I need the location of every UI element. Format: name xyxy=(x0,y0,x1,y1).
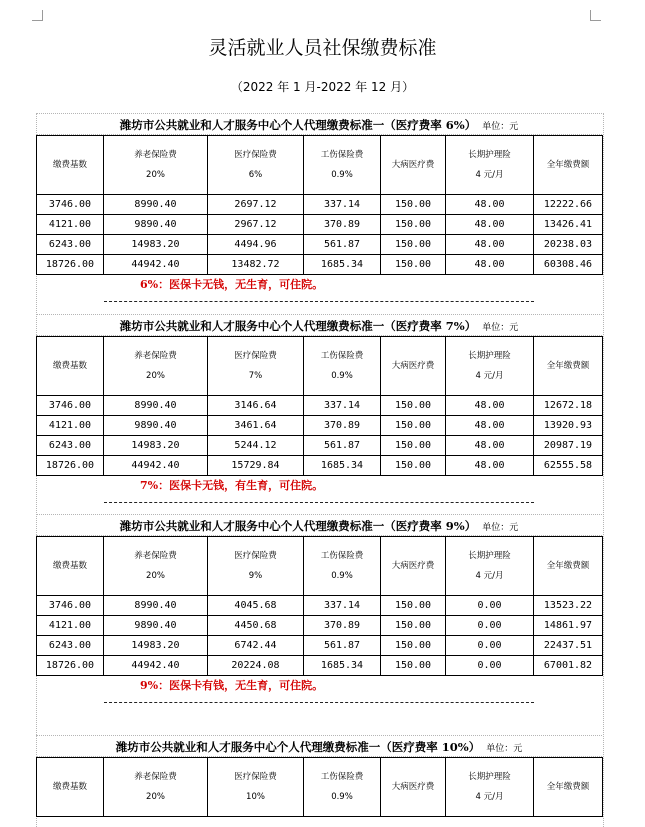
table-row: 4121.00 9890.40 2967.12 370.89 150.00 48.00 13426.41 xyxy=(37,215,603,235)
col-annual: 全年缴费额 xyxy=(534,136,603,195)
col-medical: 医疗保险费 6% xyxy=(208,136,304,195)
col-medical: 医疗保险费 7% xyxy=(208,337,304,396)
unit-label: 单位：元 xyxy=(486,744,523,754)
table-header-row xyxy=(37,337,603,396)
col-pension: 养老保险费 20% xyxy=(104,136,208,195)
section-rate-10 xyxy=(36,735,602,817)
col-serious: 大病医疗费 xyxy=(381,337,446,396)
col-injury: 工伤保险费 0.9% xyxy=(304,758,381,817)
col-pension: 养老保险费 20% xyxy=(104,537,208,596)
page-title: 灵活就业人员社保缴费标准 xyxy=(208,37,437,59)
section-note: 7%：医保卡无钱，有生育，可住院。 xyxy=(140,479,324,492)
fee-table xyxy=(36,336,603,476)
col-medical: 医疗保险费 10% xyxy=(208,758,304,817)
section-rate-6 xyxy=(36,113,602,303)
margin-corner-top-right xyxy=(590,10,601,21)
col-ltc: 长期护理险 4 元/月 xyxy=(446,537,534,596)
unit-label: 单位：元 xyxy=(482,323,519,333)
section-note: 9%：医保卡有钱，无生育，可住院。 xyxy=(140,679,324,692)
fee-table xyxy=(36,135,603,275)
section-header xyxy=(36,113,602,135)
margin-corner-top-left xyxy=(32,10,43,21)
col-injury: 工伤保险费 0.9% xyxy=(304,337,381,396)
col-base: 缴费基数 xyxy=(37,337,104,396)
section-note: 6%：医保卡无钱，无生育，可住院。 xyxy=(140,278,324,291)
unit-label: 单位：元 xyxy=(482,122,519,132)
section-rate-9 xyxy=(36,514,602,704)
table-row: 4121.00 9890.40 4450.68 370.89 150.00 0.00 14861.97 xyxy=(37,616,603,636)
col-ltc: 长期护理险 4 元/月 xyxy=(446,136,534,195)
col-medical: 医疗保险费 9% xyxy=(208,537,304,596)
table-row: 6243.00 14983.20 5244.12 561.87 150.00 48.00 20987.19 xyxy=(37,436,603,456)
page-subtitle: （2022 年 1 月-2022 年 12 月） xyxy=(230,80,415,94)
col-base: 缴费基数 xyxy=(37,136,104,195)
col-annual: 全年缴费额 xyxy=(534,337,603,396)
col-ltc: 长期护理险 4 元/月 xyxy=(446,337,534,396)
dashed-divider xyxy=(104,502,534,504)
unit-label: 单位：元 xyxy=(482,523,519,533)
table-row: 3746.00 8990.40 2697.12 337.14 150.00 48.00 12222.66 xyxy=(37,195,603,215)
table-row: 18726.00 44942.40 20224.08 1685.34 150.00 0.00 67001.82 xyxy=(37,656,603,676)
table-row: 6243.00 14983.20 6742.44 561.87 150.00 0.00 22437.51 xyxy=(37,636,603,656)
col-serious: 大病医疗费 xyxy=(381,136,446,195)
col-injury: 工伤保险费 0.9% xyxy=(304,537,381,596)
col-serious: 大病医疗费 xyxy=(381,758,446,817)
table-row: 3746.00 8990.40 4045.68 337.14 150.00 0.00 13523.22 xyxy=(37,596,603,616)
table-row: 18726.00 44942.40 13482.72 1685.34 150.00 48.00 60308.46 xyxy=(37,255,603,275)
section-title: 潍坊市公共就业和人才服务中心个人代理缴费标准一（医疗费率 6%） xyxy=(119,118,477,132)
col-annual: 全年缴费额 xyxy=(534,537,603,596)
table-header-row xyxy=(37,537,603,596)
table-header-row xyxy=(37,758,603,817)
col-serious: 大病医疗费 xyxy=(381,537,446,596)
section-header xyxy=(36,735,602,757)
col-annual: 全年缴费额 xyxy=(534,758,603,817)
col-pension: 养老保险费 20% xyxy=(104,337,208,396)
table-row: 6243.00 14983.20 4494.96 561.87 150.00 48.00 20238.03 xyxy=(37,235,603,255)
section-title: 潍坊市公共就业和人才服务中心个人代理缴费标准一（医疗费率 10%） xyxy=(115,740,481,754)
section-rate-7 xyxy=(36,314,602,504)
table-row: 18726.00 44942.40 15729.84 1685.34 150.00 48.00 62555.58 xyxy=(37,456,603,476)
table-header-row xyxy=(37,136,603,195)
section-header xyxy=(36,314,602,336)
col-base: 缴费基数 xyxy=(37,758,104,817)
dashed-divider xyxy=(104,301,534,303)
dashed-divider xyxy=(104,702,534,704)
col-pension: 养老保险费 20% xyxy=(104,758,208,817)
section-title: 潍坊市公共就业和人才服务中心个人代理缴费标准一（医疗费率 9%） xyxy=(119,519,477,533)
section-header xyxy=(36,514,602,536)
col-base: 缴费基数 xyxy=(37,537,104,596)
table-row: 3746.00 8990.40 3146.64 337.14 150.00 48.00 12672.18 xyxy=(37,396,603,416)
section-title: 潍坊市公共就业和人才服务中心个人代理缴费标准一（医疗费率 7%） xyxy=(119,319,477,333)
fee-table xyxy=(36,757,603,817)
table-row: 4121.00 9890.40 3461.64 370.89 150.00 48.00 13920.93 xyxy=(37,416,603,436)
fee-table xyxy=(36,536,603,676)
col-ltc: 长期护理险 4 元/月 xyxy=(446,758,534,817)
col-injury: 工伤保险费 0.9% xyxy=(304,136,381,195)
